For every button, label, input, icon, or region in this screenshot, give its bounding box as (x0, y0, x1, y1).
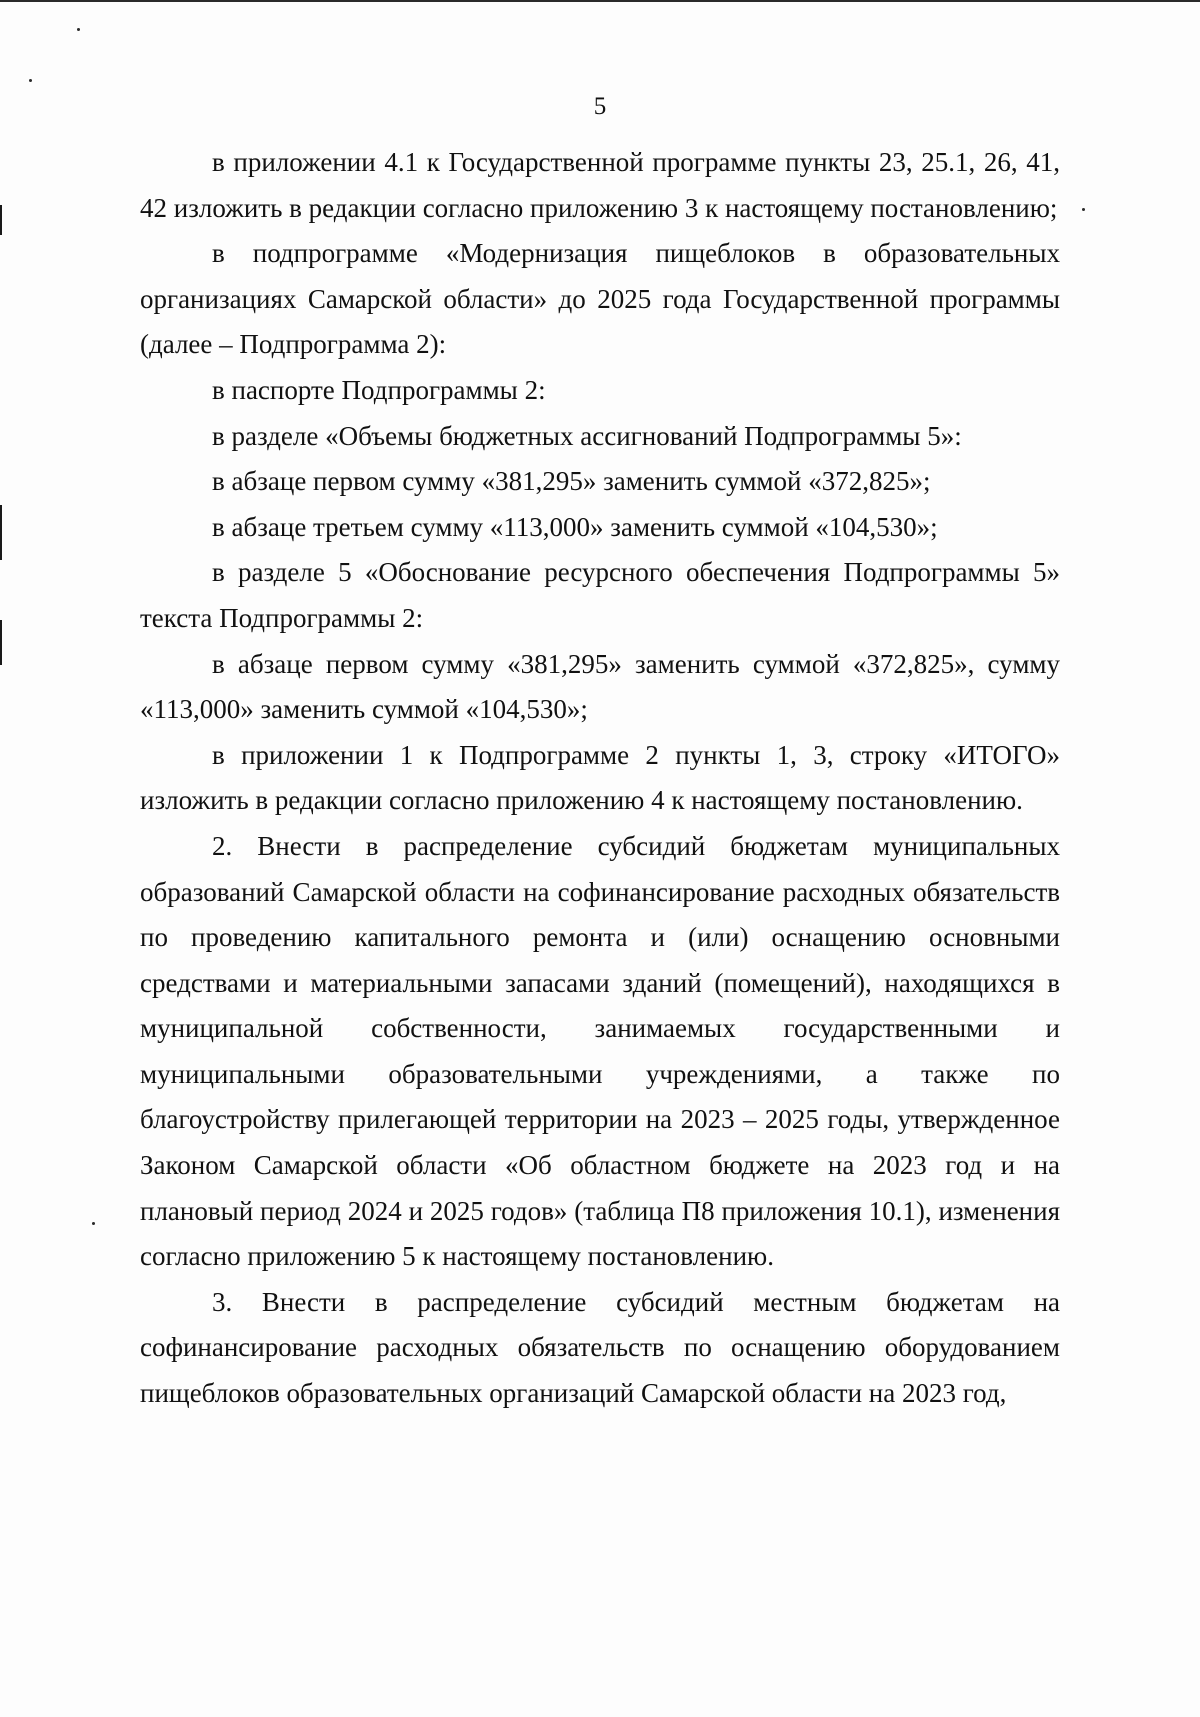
scan-speck (92, 1222, 95, 1225)
scan-speck (1082, 208, 1085, 211)
scan-top-edge (0, 0, 1200, 2)
paragraph: в абзаце первом сумму «381,295» заменить суммой «372,825», сумму «113,000» заменить суммой «104,530»; (140, 648, 1060, 725)
paragraph: 3. Внести в распределение субсидий местным бюджетам на софинансирование расходных обязательств по оснащению оборудованием пищеблоков образовательных организаций Самарской области на 2023 год, (140, 1286, 1060, 1409)
paragraph: в разделе 5 «Обоснование ресурсного обеспечения Подпрограммы 5» текста Подпрограммы 2: (140, 557, 1060, 633)
paragraph: в приложении 1 к Подпрограмме 2 пункты 1, 3, строку «ИТОГО» изложить в редакции согласно приложению 4 к настоящему постановлению. (140, 739, 1060, 816)
page-number: 5 (593, 93, 607, 120)
paragraph: 2. Внести в распределение субсидий бюджетам муниципальных образований Самарской области на софинансирование расходных обязательств по проведению капитального ремонта и (или) оснащению основными средствами и материальными запасами зданий (помещений), находящихся в муниципальной собственности, занимаемых государственными и муниципальными образовательными учреждениями, а также по благоустройству прилегающей территории на 2023 – 2025 годы, утвержденное Законом Самарской области «Об областном бюджете на 2023 год и на плановый период 2024 и 2025 годов» (таблица П8 приложения 10.1), изменения согласно приложению 5 к настоящему постановлению. (140, 830, 1060, 1272)
paragraph: в разделе «Объемы бюджетных ассигнований Подпрограммы 5»: (212, 420, 962, 451)
paragraph: в абзаце первом сумму «381,295» заменить суммой «372,825»; (212, 466, 931, 497)
paragraph: в абзаце третьем сумму «113,000» заменить суммой «104,530»; (212, 511, 938, 542)
scan-edge-mark (0, 505, 2, 560)
scan-speck (29, 79, 32, 82)
paragraph: в подпрограмме «Модернизация пищеблоков в образовательных организациях Самарской области» до 2025 года Государственной программы (далее – Подпрограмма 2): (140, 238, 1060, 360)
scan-edge-mark (0, 620, 2, 665)
scan-edge-mark (0, 205, 2, 235)
scan-speck (77, 28, 80, 31)
document-body (140, 140, 1060, 1417)
paragraph: в приложении 4.1 к Государственной программе пункты 23, 25.1, 26, 41, 42 изложить в редакции согласно приложению 3 к настоящему постановлению; (140, 147, 1060, 223)
paragraph: в паспорте Подпрограммы 2: (212, 374, 546, 405)
